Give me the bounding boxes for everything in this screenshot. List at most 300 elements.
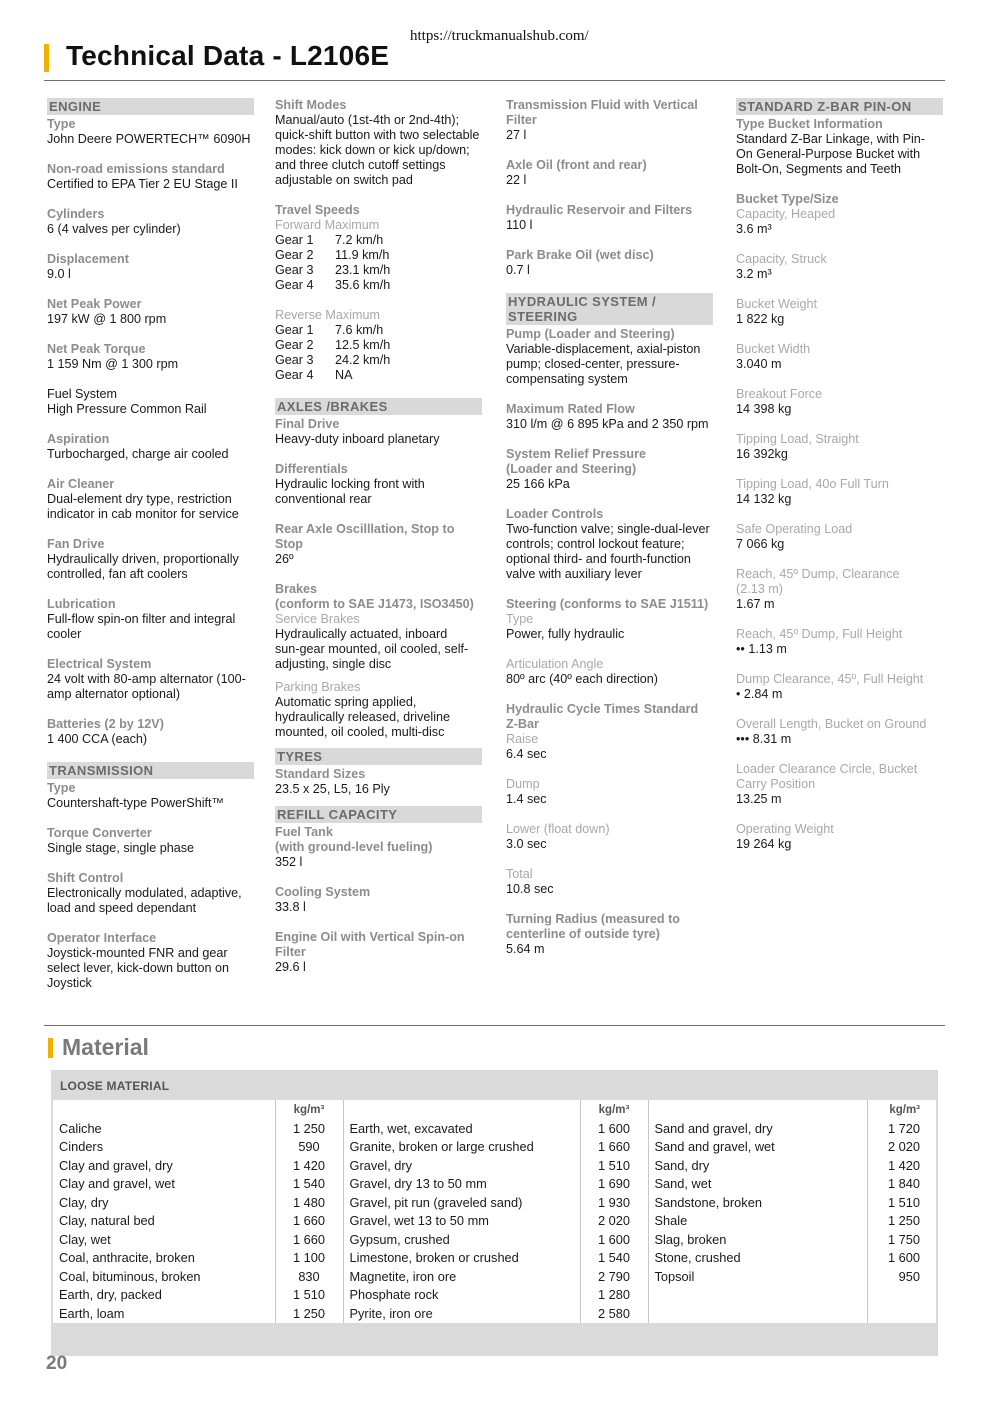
spec-value: Hydraulically actuated, inboard [275, 627, 448, 641]
spec-parking-brakes [275, 680, 482, 740]
material-density: 2 020 [887, 1139, 920, 1155]
spec-group [736, 432, 943, 462]
spec-value: Standard Z-Bar Linkage, with Pin- [736, 132, 925, 146]
material-name: Magnetite, iron ore [343, 1267, 580, 1286]
spec-group [736, 762, 943, 807]
spec-value: 1 822 kg [736, 312, 785, 326]
spec-value: load and speed dependant [47, 901, 197, 915]
spec-label: System Relief Pressure [506, 447, 647, 461]
spec-label: Fan Drive [47, 537, 105, 551]
spec-value: 27 l [506, 128, 527, 142]
material-name: Clay, natural bed [53, 1212, 275, 1231]
spec-group [47, 477, 254, 522]
spec-value: 24 volt with 80-amp alternator (100- [47, 672, 246, 686]
spec-label: Bucket Type/Size [736, 192, 839, 206]
spec-sublabel: Tipping Load, Straight [736, 432, 859, 446]
section-header-zbar: STANDARD Z-BAR PIN-ON [736, 98, 943, 115]
gear-row [275, 368, 482, 383]
material-name: Coal, bituminous, broken [53, 1267, 275, 1286]
spec-sublabel: Raise [506, 732, 539, 746]
spec-value: John Deere POWERTECH™ 6090H [47, 132, 251, 146]
spec-label: Non-road emissions standard [47, 162, 225, 176]
spec-park-brake-oil [506, 248, 713, 278]
spec-group [736, 627, 943, 657]
spec-turning-radius [506, 912, 713, 957]
spec-value: Heavy-duty inboard planetary [275, 432, 440, 446]
spec-label: Type [47, 781, 76, 795]
spec-value: hydraulically released, driveline [275, 710, 451, 724]
spec-value: 16 392kg [736, 447, 788, 461]
gear-label: Gear 1 [275, 233, 314, 247]
spec-value: 23.5 x 25, L5, 16 Ply [275, 782, 390, 796]
gear-row [275, 248, 482, 263]
spec-value: Bolt-On, Segments and Teeth [736, 162, 901, 176]
material-name: Limestone, broken or crushed [343, 1249, 580, 1268]
section-header-tyres: TYRES [275, 748, 482, 765]
material-name: Earth, wet, excavated [343, 1119, 580, 1138]
material-name: Gypsum, crushed [343, 1230, 580, 1249]
gear-speed: 23.1 km/h [335, 263, 391, 277]
spec-label: Net Peak Power [47, 297, 142, 311]
material-title: Material [62, 1034, 149, 1060]
spec-sublabel: (2.13 m) [736, 582, 783, 596]
spec-sublabel: Forward Maximum [275, 218, 380, 232]
spec-label: Hydraulic Cycle Times Standard [506, 702, 699, 716]
spec-group [47, 342, 254, 372]
gear-speed: NA [335, 368, 353, 382]
spec-value: Hydraulically driven, proportionally [47, 552, 239, 566]
spec-value: indicator in cab monitor for service [47, 507, 239, 521]
spec-label: Operator Interface [47, 931, 157, 945]
material-density: 1 250 [887, 1213, 920, 1229]
material-table [53, 1100, 936, 1323]
spec-value: compensating system [506, 372, 628, 386]
material-name: Gravel, dry [343, 1156, 580, 1175]
spec-label: (conform to SAE J1473, ISO3450) [275, 597, 474, 611]
spec-label: Z-Bar [506, 717, 539, 731]
spec-group [47, 207, 254, 237]
spec-group [47, 781, 254, 811]
spec-value: 25 166 kPa [506, 477, 570, 491]
spec-value: 1.67 m [736, 597, 775, 611]
spec-label: Torque Converter [47, 826, 152, 840]
gear-row [275, 278, 482, 293]
material-density: 1 930 [580, 1193, 648, 1212]
spec-label: Engine Oil with Vertical Spin-on [275, 930, 465, 944]
table-row [53, 1175, 936, 1194]
spec-group [47, 387, 254, 417]
column-zbar [736, 98, 943, 867]
spec-group [47, 252, 254, 282]
material-name: Coal, anthracite, broken [53, 1249, 275, 1268]
material-density: 590 [275, 1138, 343, 1157]
column-fluids-hydraulics [506, 98, 713, 972]
material-name-header [343, 1100, 580, 1119]
spec-label: Fuel System [47, 387, 117, 401]
spec-value: 33.8 l [275, 900, 306, 914]
column-engine-transmission [47, 98, 254, 1006]
density-unit-header: kg/m³ [580, 1100, 648, 1119]
spec-value: ••• 8.31 m [736, 732, 792, 746]
spec-engine-oil [275, 930, 482, 975]
spec-sublabel: Tipping Load, 40o Full Turn [736, 477, 889, 491]
spec-value: valve with auxiliary lever [506, 567, 642, 581]
material-name: Shale [648, 1212, 867, 1231]
gear-label: Gear 1 [275, 323, 314, 337]
material-density: 1 660 [275, 1230, 343, 1249]
spec-cycle-total [506, 867, 713, 897]
section-header-line: HYDRAULIC SYSTEM / [508, 294, 657, 309]
spec-value: optional third- and fourth-function [506, 552, 691, 566]
spec-sublabel: Articulation Angle [506, 657, 604, 671]
table-row [53, 1212, 936, 1231]
spec-value: 110 l [506, 218, 533, 232]
spec-sublabel: Loader Clearance Circle, Bucket [736, 762, 918, 776]
spec-value: 1.4 sec [506, 792, 547, 806]
material-density: 2 790 [580, 1267, 648, 1286]
spec-value: 0.7 l [506, 263, 530, 277]
spec-label: Park Brake Oil (wet disc) [506, 248, 654, 262]
spec-label: Final Drive [275, 417, 340, 431]
spec-label: Travel Speeds [275, 203, 360, 217]
spec-value: 310 l/m @ 6 895 kPa and 2 350 rpm [506, 417, 709, 431]
spec-label: Fuel Tank [275, 825, 333, 839]
spec-sublabel: Operating Weight [736, 822, 834, 836]
gear-row [275, 353, 482, 368]
spec-value: 7 066 kg [736, 537, 785, 551]
table-row [53, 1138, 936, 1157]
gear-speed: 12.5 km/h [335, 338, 391, 352]
spec-value: adjustable on switch pad [275, 173, 413, 187]
spec-group [736, 252, 943, 282]
spec-type-bucket [736, 117, 943, 177]
spec-label: Hydraulic Reservoir and Filters [506, 203, 693, 217]
spec-label: Brakes [275, 582, 318, 596]
material-density: 1 660 [275, 1212, 343, 1231]
material-name: Phosphate rock [343, 1286, 580, 1305]
material-density: 1 420 [275, 1156, 343, 1175]
material-density: 830 [275, 1267, 343, 1286]
spec-label: Stop [275, 537, 303, 551]
spec-value: 197 kW @ 1 800 rpm [47, 312, 167, 326]
spec-shift-modes [275, 98, 482, 188]
spec-sublabel: Reverse Maximum [275, 308, 380, 322]
spec-value: • 2.84 m [736, 687, 783, 701]
gear-row [275, 263, 482, 278]
spec-final-drive [275, 417, 482, 447]
spec-value: Joystick [47, 976, 92, 990]
material-name: Sand and gravel, wet [648, 1138, 867, 1157]
spec-value: Electronically modulated, adaptive, [47, 886, 242, 900]
spec-value: modes: kick down or kick up/down; [275, 143, 470, 157]
spec-articulation [506, 657, 713, 687]
spec-label: Displacement [47, 252, 129, 266]
spec-value: Manual/auto (1st-4th or 2nd-4th); [275, 113, 460, 127]
spec-value: 14 398 kg [736, 402, 792, 416]
material-name-header [53, 1100, 275, 1119]
spec-value: sun-gear mounted, oil cooled, self- [275, 642, 469, 656]
spec-value: On General-Purpose Bucket with [736, 147, 921, 161]
material-density: 1 750 [887, 1231, 920, 1247]
spec-label: Lubrication [47, 597, 116, 611]
material-name: Earth, loam [53, 1304, 275, 1323]
material-density: 1 600 [580, 1119, 648, 1138]
material-density: 1 510 [580, 1156, 648, 1175]
material-name-header [648, 1100, 867, 1119]
spec-group [47, 162, 254, 192]
spec-group [736, 567, 943, 612]
material-name: Topsoil [648, 1267, 867, 1286]
spec-value: 29.6 l [275, 960, 306, 974]
material-density: 1 690 [580, 1175, 648, 1194]
material-table-heading: LOOSE MATERIAL [60, 1079, 170, 1093]
gear-label: Gear 4 [275, 368, 314, 382]
spec-label: Net Peak Torque [47, 342, 146, 356]
material-density [867, 1304, 936, 1323]
spec-max-flow [506, 402, 713, 432]
material-density: 1 510 [275, 1286, 343, 1305]
table-row [53, 1304, 936, 1323]
table-row [53, 1156, 936, 1175]
spec-label: Rear Axle Oscilllation, Stop to [275, 522, 455, 536]
spec-sublabel: Bucket Weight [736, 297, 817, 311]
spec-value: 3.0 sec [506, 837, 547, 851]
spec-value: pump; closed-center, pressure- [506, 357, 680, 371]
spec-sublabel: Bucket Width [736, 342, 811, 356]
spec-label: Electrical System [47, 657, 152, 671]
spec-value: cooler [47, 627, 82, 641]
material-name: Sand, dry [648, 1156, 867, 1175]
material-density: 1 540 [275, 1175, 343, 1194]
material-name: Sand, wet [648, 1175, 867, 1194]
gear-speed: 24.2 km/h [335, 353, 391, 367]
spec-group [736, 822, 943, 852]
spec-standard-sizes [275, 767, 482, 797]
spec-value: 14 132 kg [736, 492, 792, 506]
material-name: Granite, broken or large crushed [343, 1138, 580, 1157]
spec-sublabel: Carry Position [736, 777, 816, 791]
source-url[interactable]: https://truckmanualshub.com/ [410, 28, 589, 44]
material-density: 1 600 [887, 1250, 920, 1266]
spec-cycle-lower [506, 822, 713, 852]
spec-sublabel: Reach, 45º Dump, Full Height [736, 627, 903, 641]
spec-travel-speeds [275, 203, 482, 383]
spec-group [47, 657, 254, 702]
material-name: Sand and gravel, dry [648, 1119, 867, 1138]
material-name: Cinders [53, 1138, 275, 1157]
material-density: 1 510 [887, 1194, 920, 1210]
material-header-row [53, 1100, 936, 1119]
spec-brakes [275, 582, 482, 672]
spec-label: Filter [506, 113, 537, 127]
spec-value: 6 (4 valves per cylinder) [47, 222, 181, 236]
spec-sublabel: Service Brakes [275, 612, 360, 626]
spec-label: Standard Sizes [275, 767, 366, 781]
material-density: 1 540 [580, 1249, 648, 1268]
material-name: Clay and gravel, wet [53, 1175, 275, 1194]
spec-sublabel: Type [506, 612, 534, 626]
zbar-spec-list [736, 252, 943, 852]
section-header-hydraulic [506, 293, 713, 325]
spec-fuel-tank [275, 825, 482, 870]
spec-label: Loader Controls [506, 507, 604, 521]
title-accent-bar [44, 44, 49, 72]
material-divider [44, 1025, 945, 1026]
material-table-panel [51, 1070, 938, 1356]
material-density: 1 420 [887, 1157, 920, 1173]
spec-label: (with ground-level fueling) [275, 840, 433, 854]
spec-value: Hydraulic locking front with [275, 477, 425, 491]
material-name: Gravel, wet 13 to 50 mm [343, 1212, 580, 1231]
spec-group [47, 117, 254, 147]
gear-row [275, 233, 482, 248]
gear-label: Gear 3 [275, 353, 314, 367]
spec-label: Type [47, 117, 76, 131]
column-shift-axles-refill [275, 98, 482, 990]
spec-value: amp alternator optional) [47, 687, 181, 701]
gear-speed: 11.9 km/h [335, 248, 390, 262]
material-name: Sandstone, broken [648, 1193, 867, 1212]
spec-value: Two-function valve; single-dual-lever [506, 522, 710, 536]
spec-value: Turbocharged, charge air cooled [47, 447, 229, 461]
spec-value: Power, fully hydraulic [506, 627, 625, 641]
spec-sublabel: Dump [506, 777, 540, 791]
spec-value: Certified to EPA Tier 2 EU Stage II [47, 177, 238, 191]
spec-group [736, 297, 943, 327]
spec-label: Type Bucket Information [736, 117, 883, 131]
material-name [648, 1286, 867, 1305]
spec-axle-oil [506, 158, 713, 188]
spec-value: Joystick-mounted FNR and gear [47, 946, 228, 960]
spec-value: 13.25 m [736, 792, 782, 806]
spec-sublabel: Capacity, Heaped [736, 207, 836, 221]
section-header-axles: AXLES /BRAKES [275, 398, 482, 415]
spec-pump [506, 327, 713, 387]
material-name: Earth, dry, packed [53, 1286, 275, 1305]
spec-cooling-system [275, 885, 482, 915]
material-name: Stone, crushed [648, 1249, 867, 1268]
material-density: 1 250 [275, 1304, 343, 1323]
spec-value: 26º [275, 552, 294, 566]
spec-value: mounted, oil cooled, multi-disc [275, 725, 445, 739]
spec-value: 3.2 m³ [736, 267, 772, 281]
material-density [867, 1286, 936, 1305]
material-density: 1 250 [275, 1119, 343, 1138]
spec-value: Countershaft-type PowerShift™ [47, 796, 225, 810]
material-density: 1 720 [887, 1120, 920, 1136]
material-name: Clay and gravel, dry [53, 1156, 275, 1175]
density-unit-header: kg/m³ [889, 1103, 920, 1116]
section-header-refill: REFILL CAPACITY [275, 806, 482, 823]
spec-value: 1 400 CCA (each) [47, 732, 148, 746]
spec-label: Filter [275, 945, 306, 959]
spec-label: Turning Radius (measured to [506, 912, 680, 926]
page-number: 20 [46, 1353, 68, 1374]
spec-group [47, 931, 254, 991]
section-header: TRANSMISSION [47, 762, 254, 779]
material-density: 1 600 [580, 1230, 648, 1249]
material-name: Gravel, pit run (graveled sand) [343, 1193, 580, 1212]
material-density: 1 480 [275, 1193, 343, 1212]
spec-value: Single stage, single phase [47, 841, 195, 855]
gear-row [275, 323, 482, 338]
spec-value: 80º arc (40º each direction) [506, 672, 659, 686]
spec-value: 22 l [506, 173, 527, 187]
section-header: ENGINE [47, 98, 254, 115]
spec-value: controls; control lockout feature; [506, 537, 685, 551]
spec-value: adjusting, single disc [275, 657, 392, 671]
spec-value: 352 l [275, 855, 303, 869]
spec-sublabel: Capacity, Struck [736, 252, 827, 266]
spec-label: Transmission Fluid with Vertical [506, 98, 698, 112]
material-density: 1 840 [887, 1176, 920, 1192]
spec-label: Cylinders [47, 207, 105, 221]
spec-sublabel: Dump Clearance, 45º, Full Height [736, 672, 924, 686]
spec-value: 3.040 m [736, 357, 782, 371]
material-accent-bar [48, 1038, 53, 1058]
spec-value: 5.64 m [506, 942, 545, 956]
table-row [53, 1249, 936, 1268]
material-density: 2 020 [580, 1212, 648, 1231]
material-density: 1 100 [275, 1249, 343, 1268]
gear-label: Gear 2 [275, 338, 314, 352]
gear-row [275, 338, 482, 353]
material-name: Clay, wet [53, 1230, 275, 1249]
spec-value: 9.0 l [47, 267, 71, 281]
material-name: Caliche [53, 1119, 275, 1138]
spec-value: Full-flow spin-on filter and integral [47, 612, 236, 626]
spec-group [736, 477, 943, 507]
gear-speed: 7.6 km/h [335, 323, 384, 337]
spec-group [736, 672, 943, 702]
spec-cycle-dump [506, 777, 713, 807]
material-density: 1 280 [580, 1286, 648, 1305]
spec-sublabel: Parking Brakes [275, 680, 361, 694]
density-unit-header: kg/m³ [275, 1100, 343, 1119]
section-header-line: STEERING [508, 309, 578, 324]
spec-group [736, 342, 943, 372]
spec-label: (Loader and Steering) [506, 462, 637, 476]
table-row [53, 1267, 936, 1286]
spec-label: Maximum Rated Flow [506, 402, 635, 416]
spec-hydraulic-reservoir [506, 203, 713, 233]
spec-sublabel: Overall Length, Bucket on Ground [736, 717, 927, 731]
spec-group [47, 297, 254, 327]
material-density: 2 580 [580, 1304, 648, 1323]
gear-label: Gear 4 [275, 278, 314, 292]
spec-label: Differentials [275, 462, 348, 476]
spec-bucket-type [736, 192, 943, 237]
table-row [53, 1193, 936, 1212]
spec-group [47, 871, 254, 916]
spec-steering [506, 597, 713, 642]
spec-group [736, 717, 943, 747]
spec-value: 1 159 Nm @ 1 300 rpm [47, 357, 179, 371]
spec-rear-axle [275, 522, 482, 567]
spec-group [47, 717, 254, 747]
gear-label: Gear 2 [275, 248, 314, 262]
spec-sublabel: Safe Operating Load [736, 522, 853, 536]
material-name: Gravel, dry 13 to 50 mm [343, 1175, 580, 1194]
spec-value: Automatic spring applied, [275, 695, 417, 709]
gear-speed: 7.2 km/h [335, 233, 384, 247]
table-row [53, 1286, 936, 1305]
spec-label: Shift Control [47, 871, 124, 885]
spec-label: Shift Modes [275, 98, 347, 112]
spec-label: Axle Oil (front and rear) [506, 158, 647, 172]
spec-value: controlled, fan aft coolers [47, 567, 188, 581]
material-name: Clay, dry [53, 1193, 275, 1212]
